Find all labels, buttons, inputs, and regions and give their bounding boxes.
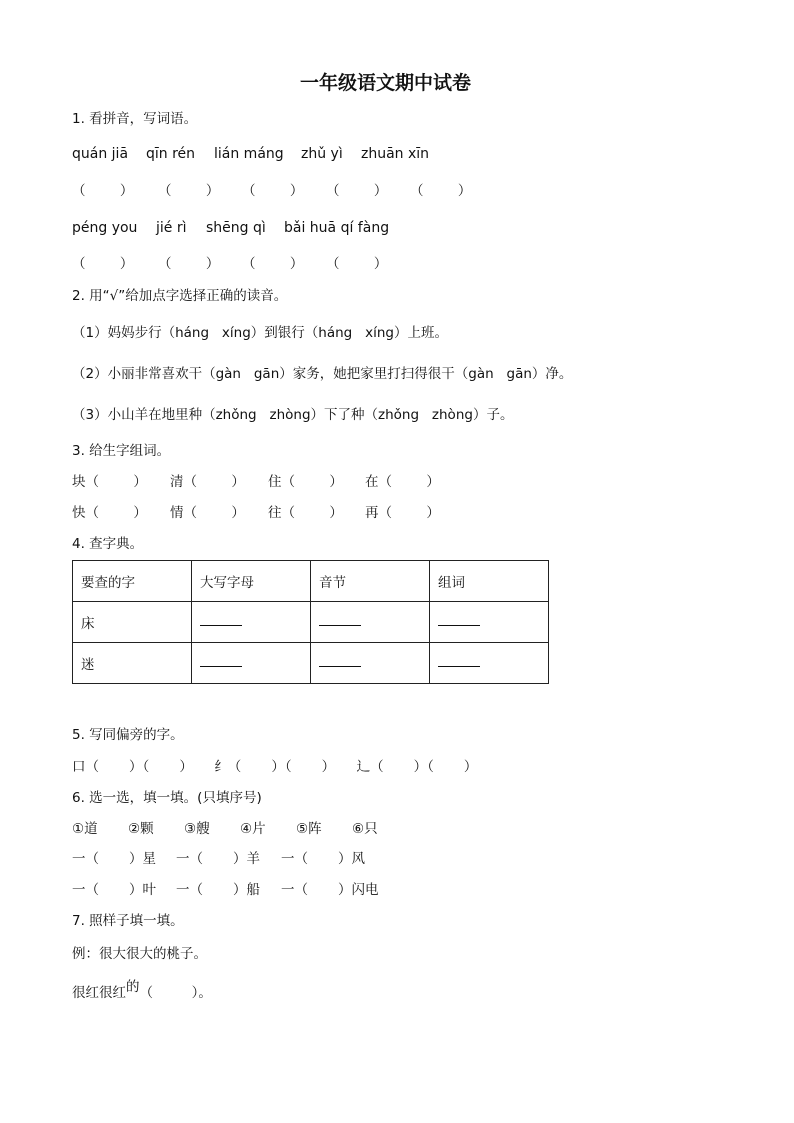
word-blank[interactable]: 情（ ） (170, 505, 245, 521)
pinyin-5: zhuān xīn (361, 146, 430, 162)
table-cell-char: 迷 (73, 643, 192, 684)
word-blank[interactable]: 在（ ） (365, 474, 440, 490)
option-item: ①道 (72, 821, 98, 837)
pinyin-7: jié rì (156, 220, 187, 236)
page-title: 一年级语文期中试卷 (300, 72, 472, 94)
table-cell-char: 床 (73, 602, 192, 643)
q2-item-1[interactable]: （1）妈妈步行（háng xíng）到银行（háng xíng）上班。 (72, 325, 448, 341)
q7-answer-prefix: 很红很红 (72, 985, 126, 1001)
q2-item-3[interactable]: （3）小山羊在地里种（zhǒng zhòng）下了种（zhǒng zhòng）子。 (72, 407, 514, 423)
answer-blank-cell[interactable] (430, 602, 549, 643)
measure-blank[interactable]: 一（ ）船 (176, 882, 261, 898)
q5-prompt: 5. 写同偏旁的字。 (72, 727, 184, 743)
table-header: 音节 (311, 561, 430, 602)
pinyin-6: péng you (72, 220, 138, 236)
pinyin-9: bǎi huā qí fàng (284, 220, 390, 236)
q7-answer-blank[interactable]: （ ）。 (139, 985, 212, 1001)
answer-blank[interactable] (438, 665, 480, 667)
pinyin-1: quán jiā (72, 146, 129, 162)
pinyin-2: qīn rén (146, 146, 196, 162)
q5-line[interactable]: 口（ ）（ ） 纟（ ）（ ） 辶（ ）（ ） (72, 759, 478, 775)
word-blank[interactable]: 快（ ） (72, 505, 147, 521)
option-item: ②颗 (128, 821, 154, 837)
measure-blank[interactable]: 一（ ）风 (281, 851, 366, 867)
word-blank[interactable]: 再（ ） (365, 505, 440, 521)
option-item: ④片 (240, 821, 266, 837)
q7-answer-line[interactable] (72, 979, 212, 1001)
table-header-row (73, 561, 549, 602)
table-header: 要查的字 (73, 561, 192, 602)
answer-blank[interactable] (319, 665, 361, 667)
pinyin-3: lián máng (214, 146, 284, 162)
answer-blank-cell[interactable] (192, 602, 311, 643)
option-item: ③艘 (184, 821, 210, 837)
answer-blank-cell[interactable] (311, 602, 430, 643)
answer-blank[interactable] (200, 624, 242, 626)
option-item: ⑥只 (352, 821, 378, 837)
answer-paren[interactable]: （ ） (242, 256, 304, 272)
q7-answer-de: 的 (126, 979, 140, 995)
word-blank[interactable]: 住（ ） (268, 474, 343, 490)
table-header: 大写字母 (192, 561, 311, 602)
answer-blank[interactable] (319, 624, 361, 626)
measure-blank[interactable]: 一（ ）叶 (72, 882, 157, 898)
answer-blank-cell[interactable] (192, 643, 311, 684)
answer-paren[interactable]: （ ） (242, 183, 304, 199)
answer-paren[interactable]: （ ） (72, 183, 134, 199)
q1-prompt: 1. 看拼音，写词语。 (72, 111, 198, 127)
word-blank[interactable]: 清（ ） (170, 474, 245, 490)
answer-paren[interactable]: （ ） (410, 183, 472, 199)
table-row (73, 643, 549, 684)
q4-prompt: 4. 查字典。 (72, 536, 144, 552)
pinyin-8: shēng qì (206, 220, 266, 236)
pinyin-4: zhǔ yì (301, 146, 343, 162)
measure-blank[interactable]: 一（ ）闪电 (281, 882, 379, 898)
measure-blank[interactable]: 一（ ）星 (72, 851, 157, 867)
answer-paren[interactable]: （ ） (326, 256, 388, 272)
answer-blank[interactable] (438, 624, 480, 626)
word-blank[interactable]: 块（ ） (72, 474, 147, 490)
option-item: ⑤阵 (296, 821, 322, 837)
q2-prompt: 2. 用“√”给加点字选择正确的读音。 (72, 288, 288, 304)
q2-item-2[interactable]: （2）小丽非常喜欢干（gàn gān）家务，她把家里打扫得很干（gàn gān）净。 (72, 366, 573, 382)
word-blank[interactable]: 往（ ） (268, 505, 343, 521)
q7-example: 例：很大很大的桃子。 (72, 946, 207, 962)
answer-paren[interactable]: （ ） (326, 183, 388, 199)
table-row (73, 602, 549, 643)
answer-paren[interactable]: （ ） (72, 256, 134, 272)
q7-prompt: 7. 照样子填一填。 (72, 913, 184, 929)
answer-paren[interactable]: （ ） (158, 183, 220, 199)
answer-blank-cell[interactable] (430, 643, 549, 684)
q3-prompt: 3. 给生字组词。 (72, 443, 171, 459)
q6-prompt: 6. 选一选，填一填。(只填序号) (72, 790, 262, 806)
dictionary-table (72, 560, 549, 684)
answer-blank-cell[interactable] (311, 643, 430, 684)
measure-blank[interactable]: 一（ ）羊 (176, 851, 261, 867)
answer-paren[interactable]: （ ） (158, 256, 220, 272)
table-header: 组词 (430, 561, 549, 602)
answer-blank[interactable] (200, 665, 242, 667)
